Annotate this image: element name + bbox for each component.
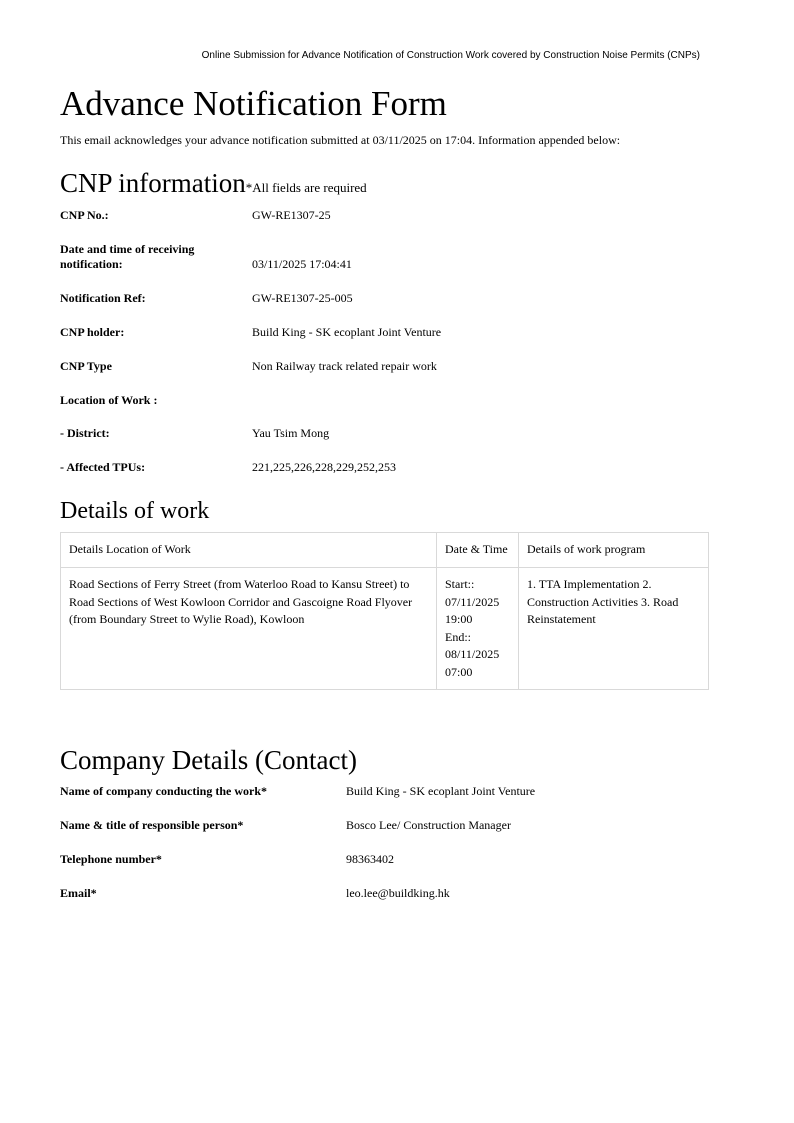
receiving-datetime-label: Date and time of receiving notification:: [60, 242, 195, 271]
responsible-person-label: Name & title of responsible person*: [60, 818, 244, 832]
receiving-datetime-value: 03/11/2025 17:04:41: [252, 257, 352, 271]
column-header-work-program: Details of work program: [519, 533, 709, 568]
company-name-value: Build King - SK ecoplant Joint Venture: [346, 784, 536, 798]
affected-tpus-value: 221,225,226,228,229,252,253: [252, 460, 396, 474]
work-program-cell: 1. TTA Implementation 2. Construction Activities 3. Road Reinstatement: [519, 568, 709, 690]
email-value: leo.lee@buildking.hk: [346, 886, 450, 900]
telephone-label: Telephone number*: [60, 852, 162, 866]
start-date: 07/11/2025: [445, 594, 500, 609]
district-label: - District:: [60, 426, 110, 440]
cnp-information-title: [60, 168, 367, 203]
running-header: Online Submission for Advance Notification of Construction Work covered by Construction Noise Permits (CNPs): [201, 50, 700, 61]
email-label: Email*: [60, 886, 97, 900]
required-fields-note: *All fields are required: [245, 180, 367, 195]
end-label: End::: [445, 629, 471, 644]
cnp-holder-value: Build King - SK ecoplant Joint Venture: [252, 325, 442, 339]
acknowledgement-text: This email acknowledges your advance notification submitted at 03/11/2025 on 17:04. Information appended below:: [60, 133, 621, 147]
table-row: [61, 568, 709, 690]
company-name-label: Name of company conducting the work*: [60, 784, 267, 798]
table-header-row: [61, 533, 709, 568]
column-header-location: Details Location of Work: [61, 533, 437, 568]
location-of-work-label: Location of Work :: [60, 393, 158, 407]
district-value: Yau Tsim Mong: [252, 426, 330, 440]
end-date: 08/11/2025: [445, 647, 500, 661]
cnp-type-label: CNP Type: [60, 359, 112, 373]
responsible-person-value: Bosco Lee/ Construction Manager: [346, 818, 511, 832]
work-date-time-cell: [437, 568, 519, 690]
notification-ref-label: Notification Ref:: [60, 291, 146, 305]
cnp-holder-label: CNP holder:: [60, 325, 125, 339]
details-of-work-table: [60, 532, 709, 690]
work-location-cell: Road Sections of Ferry Street (from Waterloo Road to Kansu Street) to Road Sections of West Kowloon Corridor and Gascoigne Road Flyover (from Boundary Street to Wylie Road), Kowloon: [61, 568, 437, 690]
company-details-title: Company Details (Contact): [60, 745, 357, 775]
telephone-value: 98363402: [346, 852, 394, 866]
column-header-date-time: Date & Time: [437, 533, 519, 568]
start-label: Start::: [445, 577, 475, 591]
form-title: Advance Notification Form: [60, 84, 447, 123]
notification-ref-value: GW-RE1307-25-005: [252, 291, 353, 305]
cnp-no-label: CNP No.:: [60, 208, 109, 222]
start-time: 19:00: [445, 612, 473, 626]
cnp-information-heading: CNP information: [60, 168, 246, 198]
cnp-type-value: Non Railway track related repair work: [252, 359, 437, 373]
end-time: 07:00: [445, 664, 473, 679]
details-of-work-title: Details of work: [60, 498, 210, 524]
affected-tpus-label: - Affected TPUs:: [60, 460, 146, 474]
cnp-no-value: GW-RE1307-25: [252, 208, 331, 222]
